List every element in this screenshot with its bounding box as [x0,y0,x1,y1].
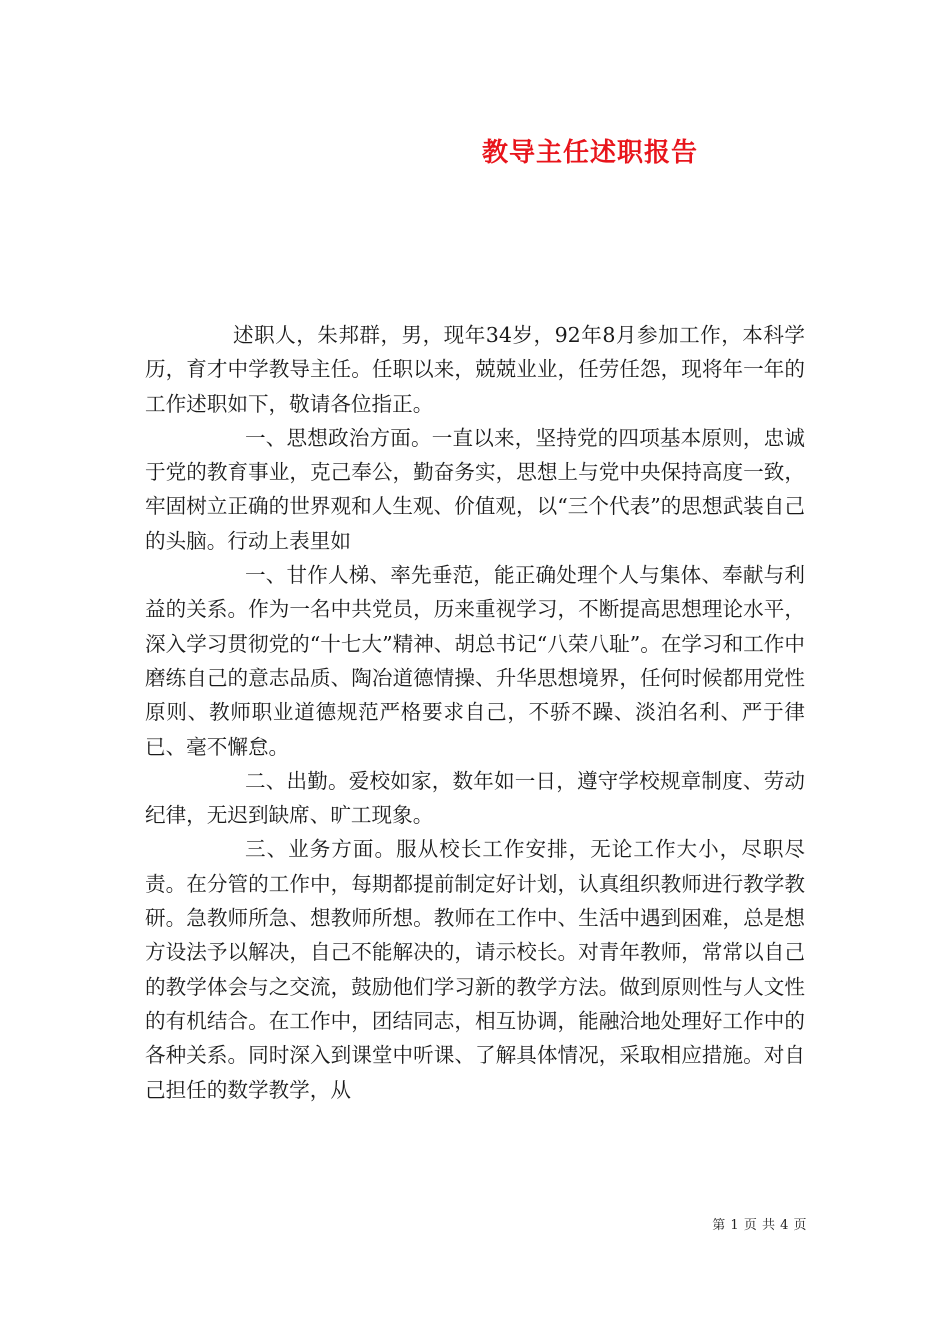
paragraph-intro: 述职人，朱邦群，男，现年34岁，92年8月参加工作，本科学历，育才中学教导主任。任职以来，兢兢业业，任劳任怨，现将年一年的工作述职如下，敬请各位指正。 [145,323,805,416]
paragraph-role-model: 一、甘作人梯、率先垂范，能正确处理个人与集体、奉献与利益的关系。作为一名中共党员，历来重视学习，不断提高思想理论水平，深入学习贯彻党的“十七大”精神、胡总书记“八荣八耻”。在学习和工作中磨练自己的意志品质、陶冶道德情操、升华思想境界，任何时候都用党性原则、教师职业道德规范严格要求自己，不骄不躁、淡泊名利、严于律已、毫不懈怠。 [145,563,805,759]
document-title: 教导主任述职报告 [481,138,698,168]
paragraph-political: 一、思想政治方面。一直以来，坚持党的四项基本原则，忠诚于党的教育事业，克己奉公，勤奋务实，思想上与党中央保持高度一致，牢固树立正确的世界观和人生观、价值观，以“三个代表”的思想武装自己的头脑。行动上表里如 [145,425,805,553]
document-body [145,318,805,1107]
page-number-footer: 第 1 页 共 4 页 [712,1218,807,1233]
paragraph-attendance: 二、出勤。爱校如家，数年如一日，遵守学校规章制度、劳动纪律，无迟到缺席、旷工现象。 [145,768,805,828]
paragraph-business: 三、业务方面。服从校长工作安排，无论工作大小，尽职尽责。在分管的工作中，每期都提前制定好计划，认真组织教师进行教学教研。急教师所急、想教师所想。教师在工作中、生活中遇到困难，总是想方设法予以解决，自己不能解决的，请示校长。对青年教师，常常以自己的教学体会与之交流，鼓励他们学习新的教学方法。做到原则性与人文性的有机结合。在工作中，团结同志，相互协调，能融洽地处理好工作中的各种关系。同时深入到课堂中听课、了解具体情况，采取相应措施。对自己担任的数学教学，从 [145,837,805,1102]
